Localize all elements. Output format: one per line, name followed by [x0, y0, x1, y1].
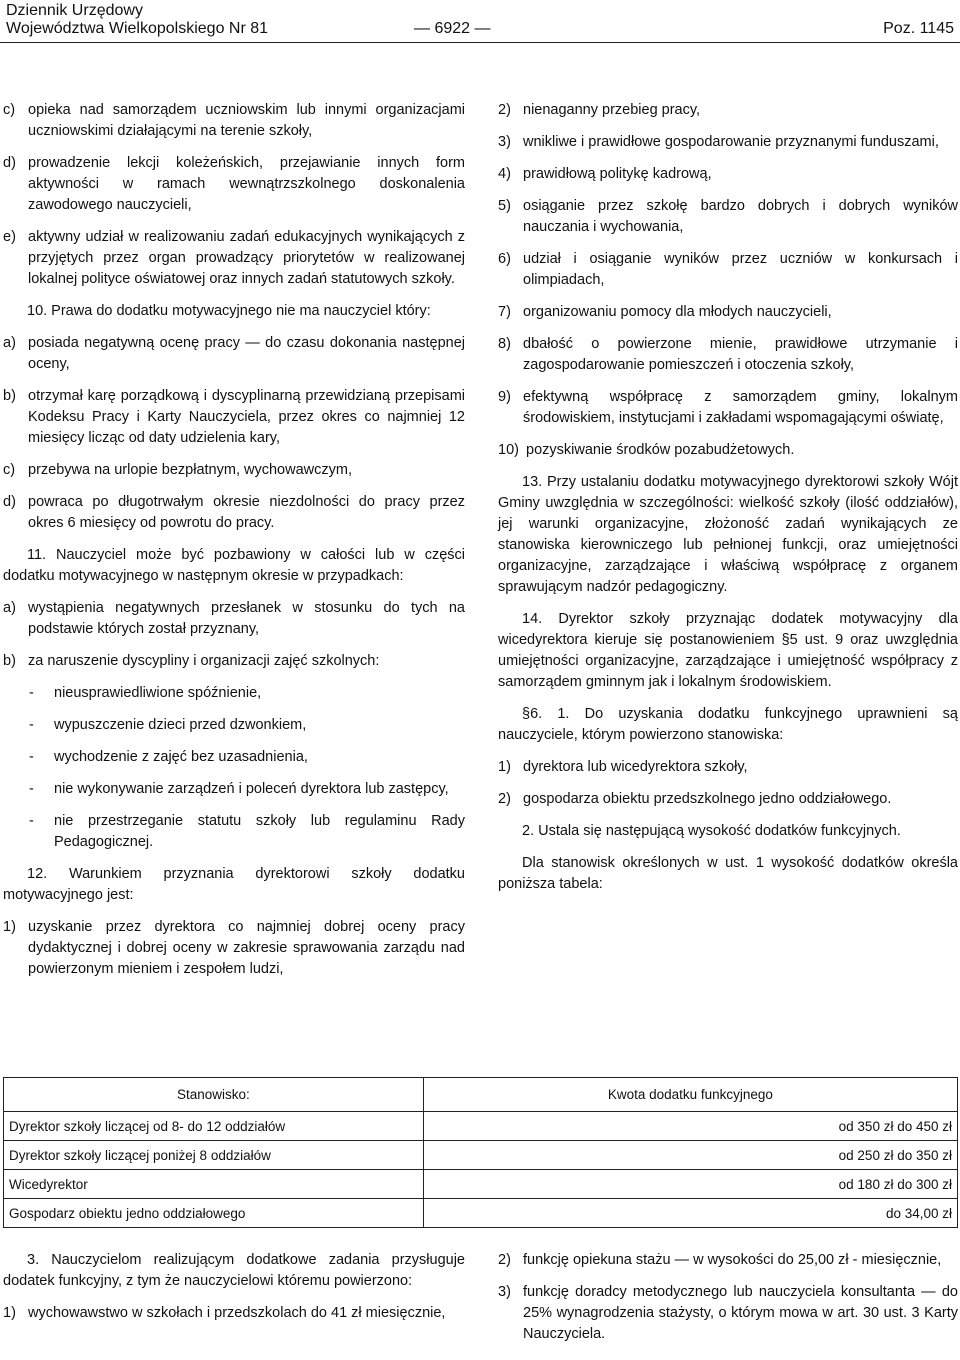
item-text: opieka nad samorządem uczniowskim lub innymi organizacjami uczniowskimi działającymi na terenie szkoły,	[28, 102, 465, 139]
item-text: powraca po długotrwałym okresie niezdolności do pracy przez okres 6 miesięcy od powrotu do pracy.	[28, 494, 465, 531]
item-label: 10)	[498, 442, 519, 458]
dash-marker: -	[29, 749, 34, 765]
dash-text: nieusprawiedliwione spóźnienie,	[54, 685, 262, 701]
item-text: wychowawstwo w szkołach i przedszkolach do 41 zł miesięcznie,	[28, 1305, 446, 1321]
dash-marker: -	[29, 717, 34, 733]
item-label: 6)	[498, 251, 511, 267]
item-text: przebywa na urlopie bezpłatnym, wychowawczym,	[28, 462, 352, 478]
item-label: 8)	[498, 336, 511, 352]
list-item	[498, 196, 958, 238]
item-label: 3)	[498, 1284, 511, 1300]
item-label: d)	[3, 494, 16, 510]
cell-position: Dyrektor szkoły liczącej od 8- do 12 oddziałów	[4, 1112, 424, 1141]
list-item	[3, 460, 465, 481]
table-header-row	[4, 1078, 958, 1112]
item-text: udział i osiąganie wyników przez uczniów w konkursach i olimpiadach,	[523, 251, 958, 288]
paragraph-6-2: 2. Ustala się następującą wysokość dodatków funkcyjnych.	[522, 823, 901, 839]
item-text: funkcję opiekuna stażu — w wysokości do 25,00 zł - miesięcznie,	[523, 1252, 942, 1268]
position-number: Poz. 1145	[883, 20, 954, 37]
item-label: b)	[3, 653, 16, 669]
cell-amount: do 34,00 zł	[423, 1199, 957, 1228]
list-item	[3, 492, 465, 534]
list-item	[498, 302, 958, 323]
item-label: a)	[3, 600, 16, 616]
dash-text: nie wykonywanie zarządzeń i poleceń dyrektora lub zastępcy,	[54, 781, 449, 797]
journal-title-line1: Dziennik Urzędowy	[6, 2, 143, 19]
list-item	[3, 1303, 465, 1324]
item-label: e)	[3, 229, 16, 245]
item-text: dyrektora lub wicedyrektora szkoły,	[523, 759, 748, 775]
item-label: a)	[3, 335, 16, 351]
paragraph-11: 11. Nauczyciel może być pozbawiony w całości lub w części dodatku motywacyjnego w następnym okresie w przypadkach:	[3, 547, 465, 584]
item-text: dbałość o powierzone mienie, prawidłowe utrzymanie i zagospodarowanie pomieszczeń i otoczenia szkoły,	[523, 336, 958, 373]
item-label: 5)	[498, 198, 511, 214]
dash-item	[3, 683, 465, 704]
item-label: 2)	[498, 102, 511, 118]
paragraph-14: 14. Dyrektor szkoły przyznając dodatek motywacyjny dla wicedyrektora kieruje się postanowieniem §5 ust. 9 oraz uwzględnia umiejętności organizacyjne, zarządzające i umiejętność współpracy z samorządem gminnym jak i lokalnym środowiskiem.	[498, 611, 958, 690]
item-label: 2)	[498, 1252, 511, 1268]
journal-title	[6, 2, 268, 38]
dash-text: wypuszczenie dzieci przed dzwonkiem,	[54, 717, 307, 733]
list-item	[3, 100, 465, 142]
item-text: nienaganny przebieg pracy,	[523, 102, 701, 118]
paragraph-12: 12. Warunkiem przyznania dyrektorowi szkoły dodatku motywacyjnego jest:	[3, 866, 465, 903]
list-item	[3, 333, 465, 375]
item-text: efektywną współpracę z samorządem gminy, lokalnym środowiskiem, instytucjami i zakładami wspomagającymi oświatę,	[523, 389, 958, 426]
item-text: otrzymał karę porządkową i dyscyplinarną przewidzianą przepisami Kodeksu Pracy i Karty Nauczyciela, przez okres co najmniej 12 miesięcy licząc od daty udzielenia kary,	[28, 388, 465, 446]
table-row	[4, 1170, 958, 1199]
item-text: aktywny udział w realizowaniu zadań edukacyjnych wynikających z przyjętych przez organ prowadzący priorytetów w realizowanej lokalnej polityce oświatowej oraz innych zadań statutowych szkoły.	[28, 229, 465, 287]
list-item	[498, 387, 958, 429]
list-item	[498, 100, 958, 121]
item-text: gospodarza obiektu przedszkolnego jedno oddziałowego.	[523, 791, 892, 807]
list-item	[498, 440, 958, 461]
cell-position: Wicedyrektor	[4, 1170, 424, 1199]
list-item	[498, 1282, 958, 1345]
cell-position: Dyrektor szkoły liczącej poniżej 8 oddziałów	[4, 1141, 424, 1170]
item-text: uzyskanie przez dyrektora co najmniej dobrej oceny pracy dydaktycznej i dobrej oceny w zakresie sprawowania zarządu nad powierzonym mieniem i zespołem ludzi,	[28, 919, 465, 977]
item-text: pozyskiwanie środków pozabudżetowych.	[526, 442, 795, 458]
dash-item	[3, 811, 465, 853]
item-label: 1)	[498, 759, 511, 775]
bottom-right-column	[498, 1250, 958, 1356]
item-label: 7)	[498, 304, 511, 320]
dash-marker: -	[29, 685, 34, 701]
list-item	[498, 789, 958, 810]
right-column	[498, 100, 958, 906]
list-item	[3, 598, 465, 640]
list-item	[3, 227, 465, 290]
column-header-position: Stanowisko:	[4, 1078, 424, 1112]
page-header	[0, 0, 960, 43]
dash-marker: -	[29, 813, 34, 829]
item-label: 3)	[498, 134, 511, 150]
item-label: c)	[3, 462, 16, 478]
list-item	[498, 757, 958, 778]
dash-text: nie przestrzeganie statutu szkoły lub regulaminu Rady Pedagogicznej.	[54, 813, 465, 850]
item-text: osiąganie przez szkołę bardzo dobrych i dobrych wyników nauczania i wychowania,	[523, 198, 958, 235]
list-item	[3, 153, 465, 216]
item-label: c)	[3, 102, 16, 118]
item-text: wnikliwe i prawidłowe gospodarowanie przyznanymi funduszami,	[523, 134, 939, 150]
item-label: b)	[3, 388, 16, 404]
column-header-amount: Kwota dodatku funkcyjnego	[423, 1078, 957, 1112]
cell-amount: od 180 zł do 300 zł	[423, 1170, 957, 1199]
page-number: — 6922 —	[414, 20, 491, 37]
list-item	[3, 651, 465, 672]
cell-amount: od 350 zł do 450 zł	[423, 1112, 957, 1141]
item-label: 2)	[498, 791, 511, 807]
cell-position: Gospodarz obiektu jedno oddziałowego	[4, 1199, 424, 1228]
paragraph-6-1: §6. 1. Do uzyskania dodatku funkcyjnego uprawnieni są nauczyciele, którym powierzono stanowiska:	[498, 706, 958, 743]
allowance-table	[3, 1077, 958, 1228]
list-item	[3, 386, 465, 449]
paragraph-3: 3. Nauczycielom realizującym dodatkowe zadania przysługuje dodatek funkcyjny, z tym że nauczycielowi któremu powierzono:	[3, 1252, 465, 1289]
item-label: 9)	[498, 389, 511, 405]
item-text: funkcję doradcy metodycznego lub nauczyciela konsultanta — do 25% wynagrodzenia stażysty, o którym mowa w art. 30 ust. 3 Karty Nauczyciela.	[523, 1284, 958, 1342]
list-item	[3, 917, 465, 980]
list-item	[498, 249, 958, 291]
paragraph-10: 10. Prawa do dodatku motywacyjnego nie ma nauczyciel który:	[27, 303, 431, 319]
item-text: organizowaniu pomocy dla młodych nauczycieli,	[523, 304, 832, 320]
cell-amount: od 250 zł do 350 zł	[423, 1141, 957, 1170]
left-column	[3, 100, 465, 991]
table-row	[4, 1141, 958, 1170]
table-row	[4, 1112, 958, 1141]
dash-marker: -	[29, 781, 34, 797]
dash-text: wychodzenie z zajęć bez uzasadnienia,	[54, 749, 308, 765]
paragraph-6-3: Dla stanowisk określonych w ust. 1 wysokość dodatków określa poniższa tabela:	[498, 855, 958, 892]
table-row	[4, 1199, 958, 1228]
item-text: prawidłową politykę kadrową,	[523, 166, 712, 182]
item-label: 1)	[3, 1305, 16, 1321]
item-label: 1)	[3, 919, 16, 935]
paragraph-13: 13. Przy ustalaniu dodatku motywacyjnego dyrektorowi szkoły Wójt Gminy uwzględnia w szczególności: wielkość szkoły (ilość oddziałów), jej warunki organizacyjne, złożoność zadań wynikających ze stanowiska kierowniczego lub pełnionej funkcji, oraz umiejętności organizacyjne, zarządzające i właściwą współpracę z organem sprawującym nadzór pedagogiczny.	[498, 474, 958, 595]
list-item	[498, 1250, 958, 1271]
dash-item	[3, 715, 465, 736]
item-text: wystąpienia negatywnych przesłanek w stosunku do tych na podstawie których został przyznany,	[28, 600, 465, 637]
item-text: posiada negatywną ocenę pracy — do czasu dokonania następnej oceny,	[28, 335, 465, 372]
item-label: 4)	[498, 166, 511, 182]
item-label: d)	[3, 155, 16, 171]
item-text: prowadzenie lekcji koleżeńskich, przejawianie innych form aktywności w ramach wewnątrzszkolnego doskonalenia zawodowego nauczycieli,	[28, 155, 465, 213]
dash-item	[3, 747, 465, 768]
list-item	[498, 334, 958, 376]
journal-title-line2: Województwa Wielkopolskiego Nr 81	[6, 20, 269, 37]
dash-item	[3, 779, 465, 800]
list-item	[498, 132, 958, 153]
item-text: za naruszenie dyscypliny i organizacji zajęć szkolnych:	[28, 653, 380, 669]
list-item	[498, 164, 958, 185]
bottom-left-column	[3, 1250, 465, 1335]
